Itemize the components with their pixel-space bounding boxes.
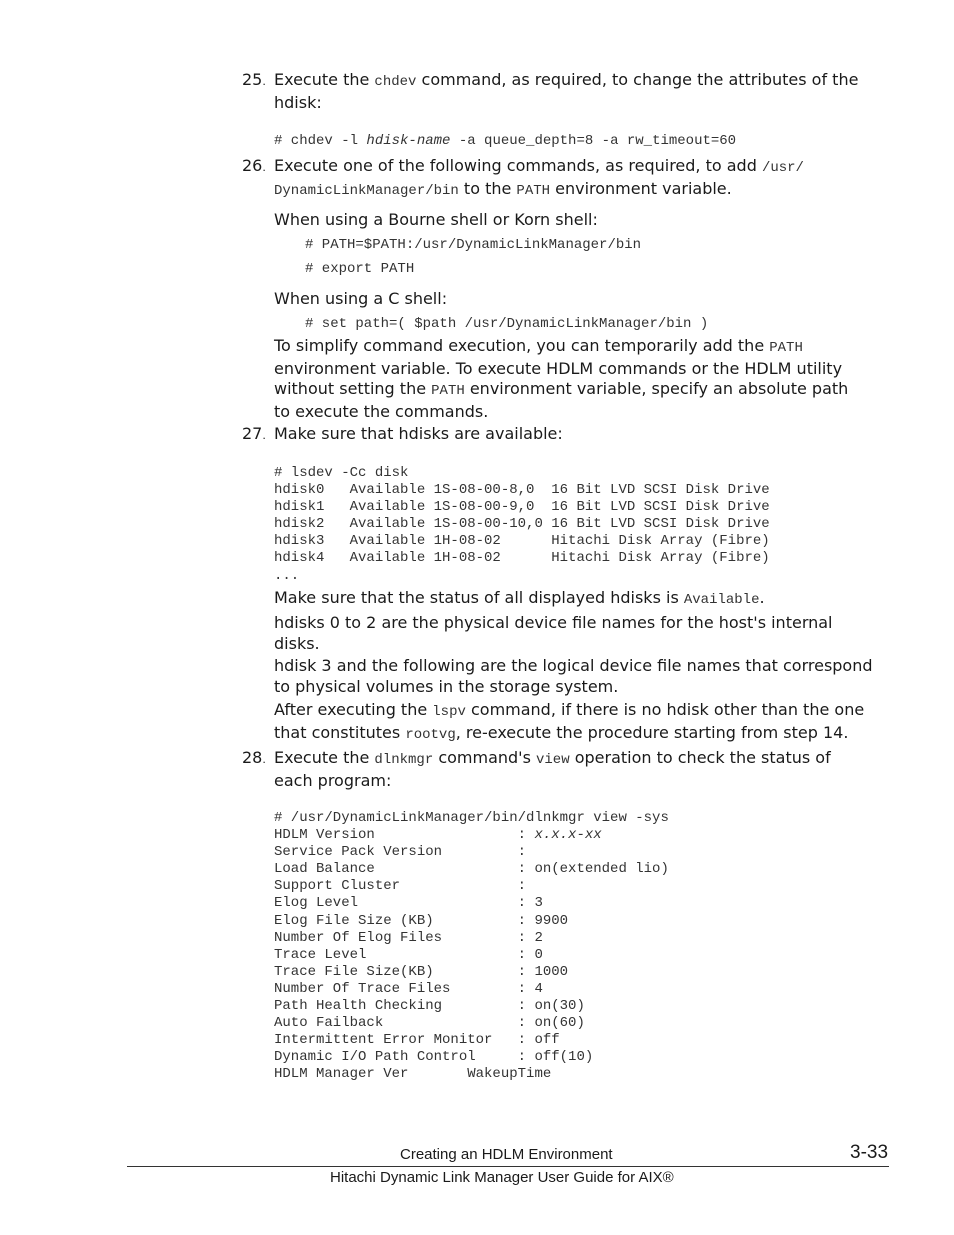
chdev-code: # chdev -l hdisk-name -a queue_depth=8 -a rw_timeout=60 (274, 133, 737, 149)
bourne-cmd-2: # export PATH (305, 261, 415, 277)
footer-divider (127, 1166, 889, 1167)
step-26-text: Execute one of the following commands, as required, to add /usr/ DynamicLinkManager/bin to the PATH environment variable. (274, 156, 804, 199)
step-25-text: Execute the chdev command, as required, to change the attributes of the hdisk: (274, 70, 859, 112)
lsdev-output: # lsdev -Cc disk hdisk0 Available 1S-08-00-8,0 16 Bit LVD SCSI Disk Drive hdisk1 Available 1S-08-00-9,0 16 Bit LVD SCSI Disk Drive hdisk2 Available 1S-08-00-10,0 16 Bit LVD SCSI Disk Drive hdisk3 Available 1H-08-02 Hitachi Disk Array (Fibre) hdisk4 Available 1H-08-02 Hitachi Disk Array (Fibre) ... (274, 465, 770, 584)
page-number: 3-33 (850, 1142, 889, 1163)
step-number-25: 25. (242, 70, 266, 89)
step-27-text: Make sure that hdisks are available: (274, 424, 563, 443)
dlnkmgr-output (274, 810, 669, 1084)
step-number-28: 28. (242, 748, 266, 767)
logical-device-note: hdisk 3 and the following are the logical device file names that correspond to physical volumes in the storage system. (274, 656, 873, 696)
bourne-shell-label: When using a Bourne shell or Korn shell: (274, 210, 598, 229)
footer-section-title: Creating an HDLM Environment (400, 1146, 613, 1163)
c-shell-label: When using a C shell: (274, 289, 448, 308)
lspv-note: After executing the lspv command, if there is no hdisk other than the one that constitutes rootvg, re-execute the procedure starting from step 14. (274, 700, 865, 743)
hdlm-version-line: HDLM Version : x.x.x-xx (274, 827, 602, 844)
step-number-27: 27. (242, 424, 266, 443)
dlnkmgr-command-line: # /usr/DynamicLinkManager/bin/dlnkmgr view -sys (274, 810, 669, 826)
internal-disks-note: hdisks 0 to 2 are the physical device file names for the host's internal disks. (274, 613, 833, 653)
c-shell-cmd: # set path=( $path /usr/DynamicLinkManager/bin ) (305, 316, 709, 332)
step-number-26: 26. (242, 156, 266, 175)
footer-book-title: Hitachi Dynamic Link Manager User Guide for AIX® (330, 1169, 674, 1186)
bourne-cmd-1: # PATH=$PATH:/usr/DynamicLinkManager/bin (305, 237, 642, 253)
path-note: To simplify command execution, you can temporarily add the PATH environment variable. To execute HDLM commands or the HDLM utility without setting the PATH environment variable, specify an absolute path to execute the commands. (274, 336, 849, 421)
available-note: Make sure that the status of all displayed hdisks is Available. (274, 588, 765, 608)
system-settings-output: Service Pack Version : Load Balance : on(extended lio) Support Cluster : Elog Level : 3 Elog File Size (KB) : 9900 Number Of Elog Files : 2 Trace Level : 0 Trace File Size(KB) : 1000 Number Of Trace Files : 4 Path Health Checking : on(30) Auto Failback : on(60) Intermittent Error Monitor : off Dynamic I/O Path Control : off(10) HDLM Manager Ver WakeupTime (274, 844, 669, 1083)
step-28-text: Execute the dlnkmgr command's view operation to check the status of each program: (274, 748, 831, 790)
